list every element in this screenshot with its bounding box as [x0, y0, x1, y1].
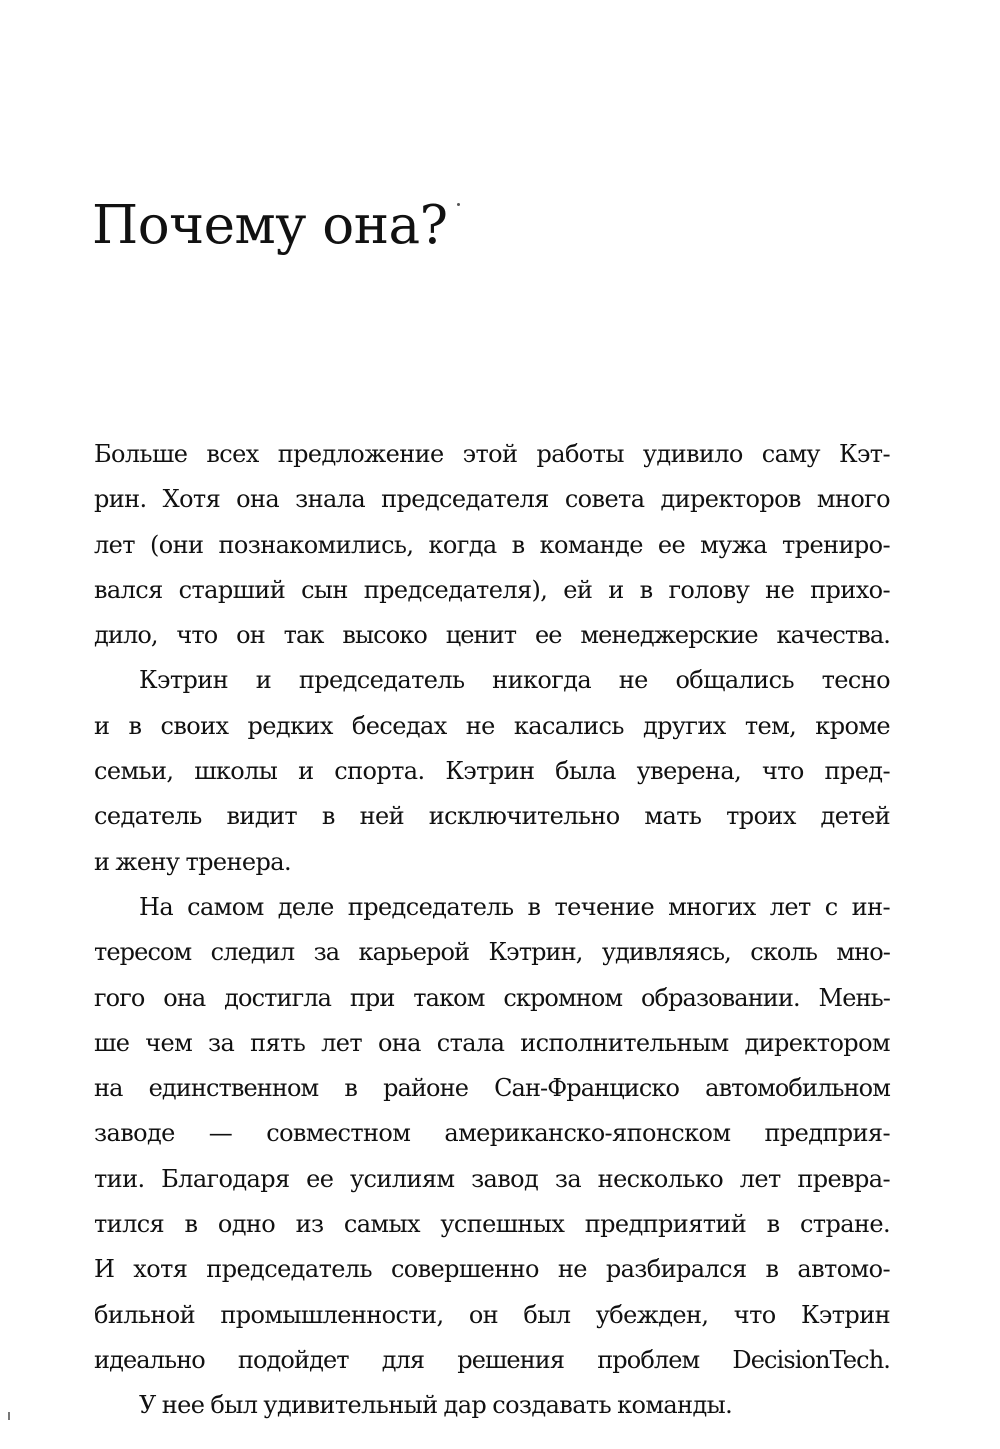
- text-line: дило, что он так высоко ценит ее менеджерские качества.: [94, 621, 890, 650]
- text-line: гого она достигла при таком скромном образовании. Мень-: [94, 983, 890, 1012]
- paragraph: [94, 1383, 890, 1428]
- text-line: и в своих редких беседах не касались других тем, кроме: [94, 711, 890, 740]
- text-line: бильной промышленности, он был убежден, что Кэтрин: [94, 1300, 890, 1329]
- body-text: [94, 432, 890, 1429]
- paragraph: [94, 432, 890, 658]
- text-line: ше чем за пять лет она стала исполнительным директором: [94, 1028, 890, 1057]
- text-line: И хотя председатель совершенно не разбирался в автомо-: [94, 1255, 890, 1284]
- text-line: седатель видит в ней исключительно мать троих детей: [94, 802, 890, 831]
- text-line: Кэтрин и председатель никогда не общались тесно: [139, 666, 890, 695]
- paragraph: [94, 658, 890, 884]
- text-line: тересом следил за карьерой Кэтрин, удивляясь, сколь мно-: [94, 938, 890, 967]
- text-line: тии. Благодаря ее усилиям завод за несколько лет превра-: [94, 1164, 890, 1193]
- text-line: вался старший сын председателя), ей и в голову не прихо-: [94, 575, 890, 604]
- text-line: семьи, школы и спорта. Кэтрин была уверена, что пред-: [94, 757, 890, 786]
- text-line: На самом деле председатель в течение многих лет с ин-: [139, 892, 890, 921]
- text-line: Больше всех предложение этой работы удивило саму Кэт-: [94, 440, 890, 468]
- text-line: У нее был удивительный дар создавать команды.: [139, 1391, 733, 1420]
- text-line: тился в одно из самых успешных предприятий в стране.: [94, 1210, 890, 1239]
- text-line: идеально подойдет для решения проблем DecisionTech.: [94, 1345, 890, 1374]
- text-line: и жену тренера.: [94, 847, 291, 876]
- text-line: лет (они познакомились, когда в команде ее мужа трениро-: [94, 530, 890, 559]
- text-line: заводе — совместном американско-японском предприя-: [94, 1119, 890, 1148]
- print-speck: [457, 203, 460, 206]
- paragraph: [94, 885, 890, 1383]
- text-line: на единственном в районе Сан-Франциско автомобильном: [94, 1074, 890, 1103]
- scan-mark: [8, 1412, 10, 1420]
- chapter-title: Почему она?: [92, 195, 448, 256]
- text-line: рин. Хотя она знала председателя совета директоров много: [94, 485, 890, 514]
